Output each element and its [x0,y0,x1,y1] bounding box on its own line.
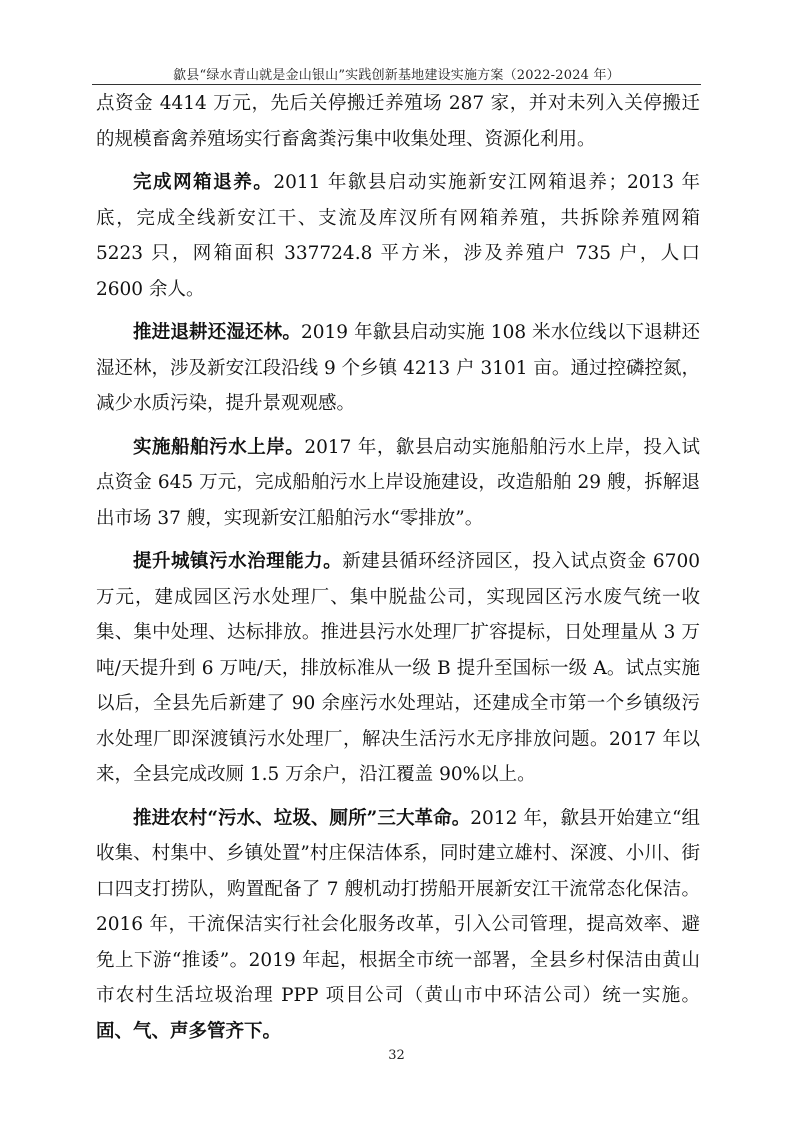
paragraph-text: 新建县循环经济园区，投入试点资金 6700 万元，建成园区污水处理厂、集中脱盐公司，实现园区污水废气统一收集、集中处理、达标排放。推进县污水处理厂扩容提标，日处理量从 3 万吨/天提升到 6 万吨/天，排放标准从一级 B 提升至国标一级 A。试点实施以后，全县先后新建了 90 余座污水处理站，还建成全市第一个乡镇级污水处理厂即深渡镇污水处理厂，解决生活污水无序排放问题。2017 年以来，全县完成改厕 1.5 万余户，沿江覆盖 90%以上。 [96,551,700,785]
paragraph-text: 2011 年歙县启动实施新安江网箱退养；2013 年底，完成全线新安江干、支流及库汊所有网箱养殖，共拆除养殖网箱 5223 只，网箱面积 337724.8 平方米，涉及养殖户 735 户，人口 2600 余人。 [96,172,700,300]
page-number: 32 [388,1048,405,1063]
paragraph-ship-sewage [96,430,700,537]
document-body [96,86,700,1057]
paragraph-trailing-heading: 固、气、声多管齐下。 [96,1020,282,1042]
paragraph-lead-heading: 完成网箱退养。 [133,172,274,193]
paragraph-rural-revolutions [96,801,700,1050]
paragraph-lead-heading: 实施船舶污水上岸。 [133,436,305,458]
paragraph-wetland-forest [96,315,700,422]
paragraph-cage-culture [96,165,700,307]
paragraph-lead-heading: 推进农村“污水、垃圾、厕所”三大革命。 [133,807,471,829]
paragraph-urban-sewage [96,544,700,793]
header-divider [92,84,701,85]
paragraph-livestock-continuation [96,86,700,157]
paragraph-lead-heading: 提升城镇污水治理能力。 [133,551,343,572]
running-header: 歙县“绿水青山就是金山银山”实践创新基地建设实施方案（2022-2024 年） [173,68,620,83]
paragraph-lead-heading: 推进退耕还湿还林。 [133,322,301,343]
paragraph-text: 2012 年，歙县开始建立“组收集、村集中、乡镇处置”村庄保洁体系，同时建立雄村、深渡、小川、街口四支打捞队，购置配备了 7 艘机动打捞船开展新安江干流常态化保洁。2016 年，干流保洁实行社会化服务改革，引入公司管理，提高效率、避免上下游“推诿”。2019 年起，根据全市统一部署，全县乡村保洁由黄山市农村生活垃圾治理 PPP 项目公司（黄山市中环洁公司）统一实施。 [96,807,700,1006]
paragraph-text: 2019 年歙县启动实施 108 米水位线以下退耕还湿还林，涉及新安江段沿线 9 个乡镇 4213 户 3101 亩。通过控磷控氮，减少水质污染，提升景观观感。 [96,322,700,414]
paragraph-text: 2017 年，歙县启动实施船舶污水上岸，投入试点资金 645 万元，完成船舶污水上岸设施建设，改造船舶 29 艘，拆解退出市场 37 艘，实现新安江船舶污水“零排放”。 [96,436,700,529]
paragraph-text: 点资金 4414 万元，先后关停搬迁养殖场 287 家，并对未列入关停搬迁的规模畜禽养殖场实行畜禽粪污集中收集处理、资源化利用。 [96,93,700,150]
